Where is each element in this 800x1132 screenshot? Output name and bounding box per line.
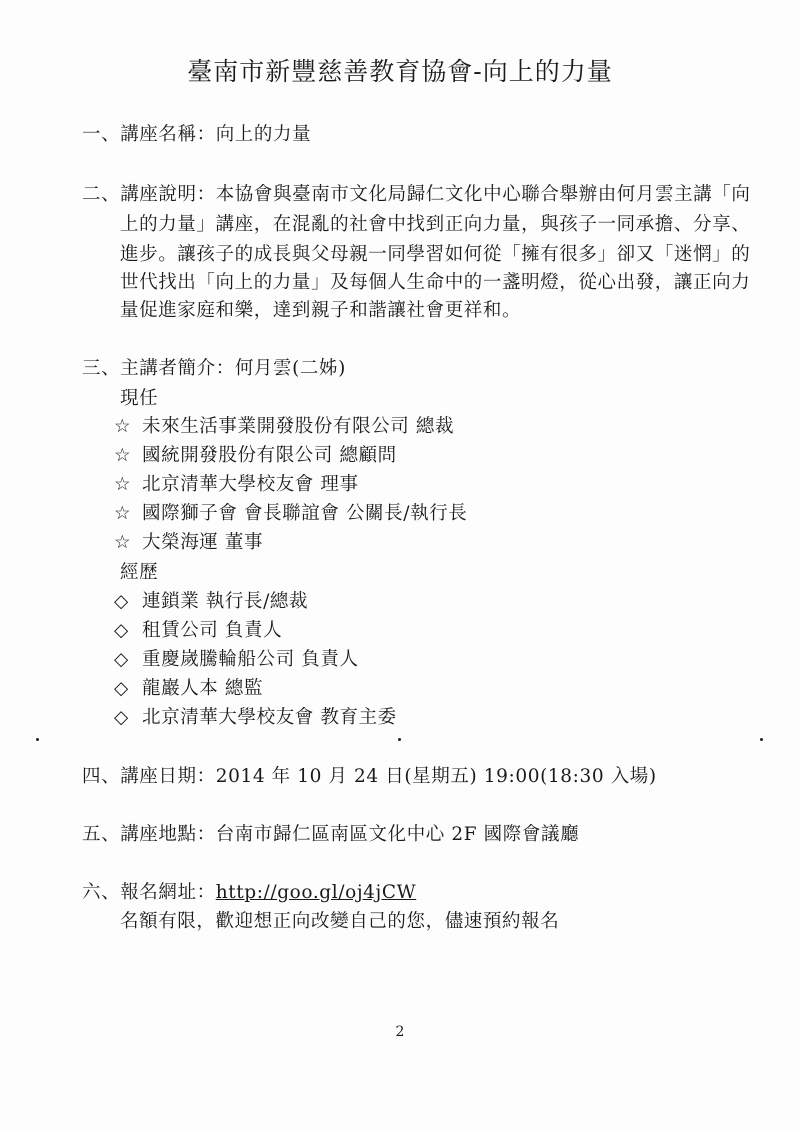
page-number: 2: [395, 1024, 405, 1040]
event-location: 台南市歸仁區南區文化中心 2F 國際會議廳: [215, 824, 580, 845]
section-2-text-line: 進步。讓孩子的成長與父母親一同學習如何從「擁有很多」卻又「迷惘」的: [120, 244, 751, 265]
speaker-name: 何月雲(二姊): [234, 358, 346, 379]
section-3-label: 三、主講者簡介：: [82, 358, 235, 379]
diamond-icon: ◇: [114, 591, 129, 612]
list-item: ◇ 重慶嵗騰輪船公司 負責人: [114, 649, 359, 670]
section-4-label: 四、講座日期：: [82, 766, 216, 787]
past-positions-heading: 經歷: [120, 562, 159, 583]
list-item: ☆ 未來生活事業開發股份有限公司 總裁: [114, 416, 455, 437]
scan-speck: [36, 738, 39, 741]
event-date: 2014 年 10 月 24 日(星期五) 19:00(18:30 入場): [215, 766, 657, 787]
section-6-label: 六、報名網址：: [82, 882, 216, 903]
scan-speck: [398, 738, 401, 741]
section-2-label: 二、講座說明：: [82, 184, 216, 205]
list-item: ◇ 龍巖人本 總監: [114, 678, 264, 699]
section-2-text-line: 本協會與臺南市文化局歸仁文化中心聯合舉辦由何月雲主講「向: [215, 184, 751, 205]
diamond-icon: ◇: [114, 620, 129, 641]
list-item: ☆ 北京清華大學校友會 理事: [114, 474, 359, 495]
section-6: [82, 878, 416, 904]
list-item: ☆ 大榮海運 董事: [114, 532, 264, 553]
registration-note: 名額有限，歡迎想正向改變自己的您，儘速預約報名: [120, 911, 560, 932]
diamond-icon: ◇: [114, 649, 129, 670]
section-3: [82, 354, 346, 380]
section-2-first-line: [82, 180, 751, 206]
diamond-icon: ◇: [114, 707, 129, 728]
section-1: [82, 120, 311, 146]
section-2-text-line: 上的力量」講座，在混亂的社會中找到正向力量，與孩子一同承擔、分享、: [120, 214, 751, 235]
registration-link[interactable]: http://goo.gl/oj4jCW: [215, 882, 417, 903]
list-item: ☆ 國統開發股份有限公司 總顧問: [114, 445, 397, 466]
list-item: ◇ 連鎖業 執行長/總裁: [114, 591, 309, 612]
section-5-label: 五、講座地點：: [82, 824, 216, 845]
section-1-value: 向上的力量: [215, 124, 312, 145]
list-item: ◇ 租賃公司 負責人: [114, 620, 283, 641]
section-1-label: 一、講座名稱：: [82, 124, 216, 145]
star-icon: ☆: [114, 416, 132, 437]
section-2-text-line: 世代找出「向上的力量」及每個人生命中的一盞明燈，從心出發，讓正向力: [120, 272, 751, 293]
star-icon: ☆: [114, 532, 132, 553]
section-5: [82, 820, 579, 846]
star-icon: ☆: [114, 445, 132, 466]
scan-speck: [760, 738, 763, 741]
list-item: ◇ 北京清華大學校友會 教育主委: [114, 707, 397, 728]
star-icon: ☆: [114, 503, 132, 524]
document-title: 臺南市新豐慈善教育協會-向上的力量: [187, 57, 613, 86]
current-positions-heading: 現任: [120, 388, 159, 409]
section-2-text-line: 量促進家庭和樂，達到親子和諧讓社會更祥和。: [120, 300, 522, 321]
section-4: [82, 762, 657, 788]
list-item: ☆ 國際獅子會 會長聯誼會 公關長/執行長: [114, 503, 468, 524]
star-icon: ☆: [114, 474, 132, 495]
diamond-icon: ◇: [114, 678, 129, 699]
